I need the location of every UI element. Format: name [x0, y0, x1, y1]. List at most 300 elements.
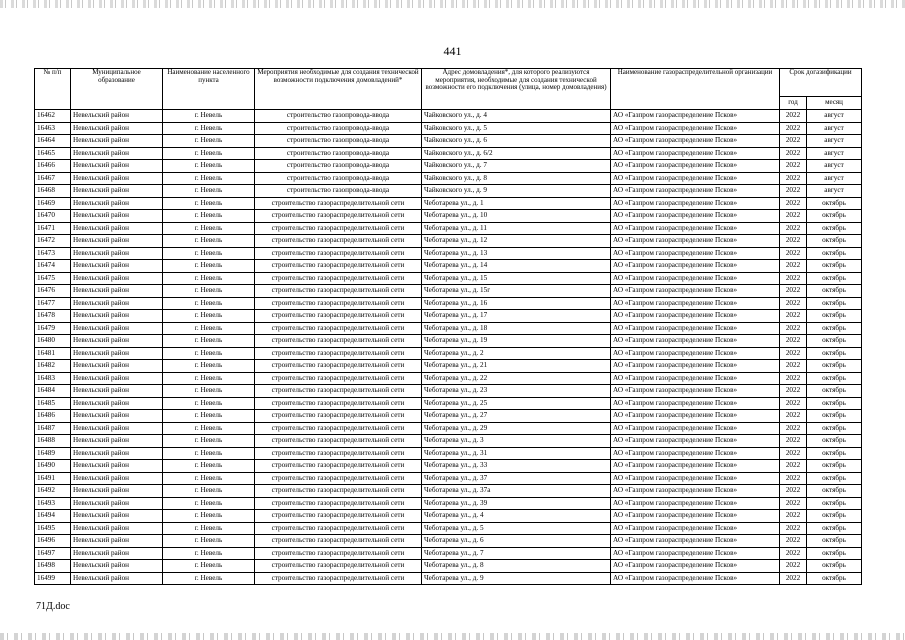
row-month: октябрь: [807, 472, 862, 485]
row-address: Чеботарева ул., д. 16: [422, 297, 611, 310]
row-address: Чеботарева ул., д. 33: [422, 460, 611, 473]
row-municipality: Невельский район: [71, 347, 163, 360]
row-address: Чеботарева ул., д. 19: [422, 335, 611, 348]
row-month: октябрь: [807, 260, 862, 273]
row-municipality: Невельский район: [71, 297, 163, 310]
row-measure: строительство газораспределительной сети: [255, 297, 422, 310]
table-row: [35, 547, 862, 560]
row-organization: АО «Газпром газораспределение Псков»: [611, 360, 780, 373]
header-measures: Мероприятия необходимые для создания технической возможности подключения домовладений*: [255, 69, 422, 110]
row-locality: г. Невель: [163, 535, 255, 548]
row-number: 16466: [35, 160, 71, 173]
row-number: 16471: [35, 222, 71, 235]
row-address: Чайковского ул., д. 4: [422, 110, 611, 123]
gasification-table: [34, 68, 862, 585]
row-measure: строительство газораспределительной сети: [255, 385, 422, 398]
row-organization: АО «Газпром газораспределение Псков»: [611, 547, 780, 560]
row-measure: строительство газопровода-ввода: [255, 147, 422, 160]
row-number: 16483: [35, 372, 71, 385]
row-organization: АО «Газпром газораспределение Псков»: [611, 560, 780, 573]
table-row: [35, 260, 862, 273]
row-municipality: Невельский район: [71, 222, 163, 235]
row-measure: строительство газораспределительной сети: [255, 485, 422, 498]
row-organization: АО «Газпром газораспределение Псков»: [611, 147, 780, 160]
table-row: [35, 285, 862, 298]
row-address: Чеботарева ул., д. 29: [422, 422, 611, 435]
row-locality: г. Невель: [163, 247, 255, 260]
row-year: 2022: [780, 347, 807, 360]
row-number: 16486: [35, 410, 71, 423]
row-address: Чеботарева ул., д. 3: [422, 435, 611, 448]
row-number: 16484: [35, 385, 71, 398]
row-year: 2022: [780, 185, 807, 198]
row-address: Чеботарева ул., д. 2: [422, 347, 611, 360]
row-year: 2022: [780, 485, 807, 498]
row-month: октябрь: [807, 247, 862, 260]
table-row: [35, 535, 862, 548]
row-year: 2022: [780, 497, 807, 510]
row-address: Чеботарева ул., д. 39: [422, 497, 611, 510]
row-number: 16479: [35, 322, 71, 335]
row-number: 16480: [35, 335, 71, 348]
row-municipality: Невельский район: [71, 572, 163, 585]
row-measure: строительство газораспределительной сети: [255, 547, 422, 560]
row-measure: строительство газораспределительной сети: [255, 572, 422, 585]
row-municipality: Невельский район: [71, 335, 163, 348]
row-month: октябрь: [807, 297, 862, 310]
table-row: [35, 135, 862, 148]
row-year: 2022: [780, 410, 807, 423]
row-locality: г. Невель: [163, 497, 255, 510]
row-address: Чеботарева ул., д. 25: [422, 397, 611, 410]
table-row: [35, 172, 862, 185]
row-locality: г. Невель: [163, 235, 255, 248]
row-month: октябрь: [807, 422, 862, 435]
row-number: 16494: [35, 510, 71, 523]
row-month: август: [807, 135, 862, 148]
row-organization: АО «Газпром газораспределение Псков»: [611, 210, 780, 223]
row-address: Чеботарева ул., д. 23: [422, 385, 611, 398]
header-locality: Наименование населенного пункта: [163, 69, 255, 110]
row-measure: строительство газопровода-ввода: [255, 135, 422, 148]
row-organization: АО «Газпром газораспределение Псков»: [611, 260, 780, 273]
row-measure: строительство газораспределительной сети: [255, 322, 422, 335]
row-municipality: Невельский район: [71, 110, 163, 123]
row-municipality: Невельский район: [71, 310, 163, 323]
header-municipality: Муниципальное образование: [71, 69, 163, 110]
header-num: № п/п: [35, 69, 71, 110]
row-year: 2022: [780, 560, 807, 573]
row-number: 16464: [35, 135, 71, 148]
row-municipality: Невельский район: [71, 272, 163, 285]
row-locality: г. Невель: [163, 410, 255, 423]
row-address: Чеботарева ул., д. 21: [422, 360, 611, 373]
row-number: 16469: [35, 197, 71, 210]
row-year: 2022: [780, 197, 807, 210]
row-municipality: Невельский район: [71, 285, 163, 298]
row-number: 16493: [35, 497, 71, 510]
row-measure: строительство газопровода-ввода: [255, 110, 422, 123]
row-year: 2022: [780, 447, 807, 460]
row-year: 2022: [780, 172, 807, 185]
row-month: октябрь: [807, 560, 862, 573]
row-measure: строительство газопровода-ввода: [255, 172, 422, 185]
row-organization: АО «Газпром газораспределение Псков»: [611, 222, 780, 235]
row-municipality: Невельский район: [71, 560, 163, 573]
row-month: октябрь: [807, 410, 862, 423]
table-row: [35, 122, 862, 135]
footer-filename: 71Д.doc: [36, 601, 70, 612]
row-address: Чеботарева ул., д. 15г: [422, 285, 611, 298]
row-number: 16467: [35, 172, 71, 185]
row-municipality: Невельский район: [71, 185, 163, 198]
row-measure: строительство газораспределительной сети: [255, 272, 422, 285]
row-organization: АО «Газпром газораспределение Псков»: [611, 247, 780, 260]
row-organization: АО «Газпром газораспределение Псков»: [611, 435, 780, 448]
row-organization: АО «Газпром газораспределение Псков»: [611, 160, 780, 173]
row-municipality: Невельский район: [71, 135, 163, 148]
row-number: 16495: [35, 522, 71, 535]
row-locality: г. Невель: [163, 547, 255, 560]
row-address: Чеботарева ул., д. 12: [422, 235, 611, 248]
row-municipality: Невельский район: [71, 460, 163, 473]
row-year: 2022: [780, 422, 807, 435]
row-year: 2022: [780, 272, 807, 285]
row-measure: строительство газораспределительной сети: [255, 497, 422, 510]
row-measure: строительство газораспределительной сети: [255, 360, 422, 373]
row-organization: АО «Газпром газораспределение Псков»: [611, 297, 780, 310]
row-address: Чеботарева ул., д. 9: [422, 572, 611, 585]
row-municipality: Невельский район: [71, 522, 163, 535]
row-year: 2022: [780, 322, 807, 335]
row-locality: г. Невель: [163, 347, 255, 360]
row-municipality: Невельский район: [71, 160, 163, 173]
row-locality: г. Невель: [163, 485, 255, 498]
row-organization: АО «Газпром газораспределение Псков»: [611, 522, 780, 535]
table-row: [35, 310, 862, 323]
row-measure: строительство газораспределительной сети: [255, 210, 422, 223]
table-row: [35, 560, 862, 573]
row-organization: АО «Газпром газораспределение Псков»: [611, 272, 780, 285]
row-month: октябрь: [807, 235, 862, 248]
row-year: 2022: [780, 110, 807, 123]
row-year: 2022: [780, 297, 807, 310]
row-locality: г. Невель: [163, 310, 255, 323]
row-address: Чеботарева ул., д. 22: [422, 372, 611, 385]
row-number: 16498: [35, 560, 71, 573]
row-measure: строительство газораспределительной сети: [255, 310, 422, 323]
row-locality: г. Невель: [163, 385, 255, 398]
row-organization: АО «Газпром газораспределение Псков»: [611, 385, 780, 398]
row-measure: строительство газораспределительной сети: [255, 372, 422, 385]
row-locality: г. Невель: [163, 272, 255, 285]
row-month: август: [807, 147, 862, 160]
table-row: [35, 422, 862, 435]
row-month: октябрь: [807, 460, 862, 473]
row-year: 2022: [780, 235, 807, 248]
table-row: [35, 322, 862, 335]
row-month: октябрь: [807, 285, 862, 298]
row-month: октябрь: [807, 210, 862, 223]
row-locality: г. Невель: [163, 285, 255, 298]
row-locality: г. Невель: [163, 472, 255, 485]
row-number: 16463: [35, 122, 71, 135]
table-row: [35, 485, 862, 498]
row-locality: г. Невель: [163, 572, 255, 585]
row-municipality: Невельский район: [71, 322, 163, 335]
row-locality: г. Невель: [163, 560, 255, 573]
row-number: 16487: [35, 422, 71, 435]
row-number: 16489: [35, 447, 71, 460]
row-month: октябрь: [807, 222, 862, 235]
row-address: Чеботарева ул., д. 37: [422, 472, 611, 485]
row-organization: АО «Газпром газораспределение Псков»: [611, 510, 780, 523]
row-month: август: [807, 172, 862, 185]
row-number: 16468: [35, 185, 71, 198]
row-year: 2022: [780, 122, 807, 135]
row-locality: г. Невель: [163, 185, 255, 198]
table-body: [35, 110, 862, 585]
table-row: [35, 522, 862, 535]
row-measure: строительство газораспределительной сети: [255, 247, 422, 260]
row-locality: г. Невель: [163, 122, 255, 135]
row-number: 16485: [35, 397, 71, 410]
row-number: 16481: [35, 347, 71, 360]
row-municipality: Невельский район: [71, 510, 163, 523]
row-number: 16482: [35, 360, 71, 373]
row-organization: АО «Газпром газораспределение Псков»: [611, 460, 780, 473]
row-month: октябрь: [807, 335, 862, 348]
row-locality: г. Невель: [163, 210, 255, 223]
table-row: [35, 447, 862, 460]
row-year: 2022: [780, 522, 807, 535]
row-municipality: Невельский район: [71, 122, 163, 135]
table-row: [35, 272, 862, 285]
row-month: октябрь: [807, 385, 862, 398]
table-row: [35, 372, 862, 385]
table-row: [35, 435, 862, 448]
row-municipality: Невельский район: [71, 172, 163, 185]
row-month: август: [807, 160, 862, 173]
row-address: Чеботарева ул., д. 18: [422, 322, 611, 335]
row-year: 2022: [780, 335, 807, 348]
row-year: 2022: [780, 147, 807, 160]
row-month: октябрь: [807, 547, 862, 560]
row-number: 16497: [35, 547, 71, 560]
row-year: 2022: [780, 160, 807, 173]
row-number: 16472: [35, 235, 71, 248]
row-address: Чеботарева ул., д. 14: [422, 260, 611, 273]
row-address: Чеботарева ул., д. 8: [422, 560, 611, 573]
header-month: месяц: [807, 97, 862, 110]
row-year: 2022: [780, 472, 807, 485]
row-locality: г. Невель: [163, 360, 255, 373]
row-month: октябрь: [807, 510, 862, 523]
row-locality: г. Невель: [163, 135, 255, 148]
row-organization: АО «Газпром газораспределение Псков»: [611, 235, 780, 248]
row-organization: АО «Газпром газораспределение Псков»: [611, 310, 780, 323]
row-organization: АО «Газпром газораспределение Псков»: [611, 485, 780, 498]
row-number: 16477: [35, 297, 71, 310]
table-row: [35, 297, 862, 310]
table-row: [35, 147, 862, 160]
row-address: Чеботарева ул., д. 17: [422, 310, 611, 323]
row-measure: строительство газораспределительной сети: [255, 197, 422, 210]
row-year: 2022: [780, 285, 807, 298]
row-number: 16488: [35, 435, 71, 448]
row-organization: АО «Газпром газораспределение Псков»: [611, 572, 780, 585]
row-number: 16478: [35, 310, 71, 323]
header-year: год: [780, 97, 807, 110]
row-month: октябрь: [807, 435, 862, 448]
table-row: [35, 335, 862, 348]
row-locality: г. Невель: [163, 510, 255, 523]
row-measure: строительство газораспределительной сети: [255, 397, 422, 410]
row-year: 2022: [780, 372, 807, 385]
table-row: [35, 110, 862, 123]
row-number: 16499: [35, 572, 71, 585]
row-month: август: [807, 110, 862, 123]
row-address: Чайковского ул., д. 8: [422, 172, 611, 185]
table-row: [35, 197, 862, 210]
row-locality: г. Невель: [163, 297, 255, 310]
row-number: 16465: [35, 147, 71, 160]
row-organization: АО «Газпром газораспределение Псков»: [611, 172, 780, 185]
row-organization: АО «Газпром газораспределение Псков»: [611, 122, 780, 135]
row-address: Чеботарева ул., д. 27: [422, 410, 611, 423]
row-municipality: Невельский район: [71, 210, 163, 223]
row-address: Чайковского ул., д. 6/2: [422, 147, 611, 160]
row-number: 16473: [35, 247, 71, 260]
scan-noise-top: [0, 0, 905, 8]
row-year: 2022: [780, 535, 807, 548]
row-organization: АО «Газпром газораспределение Псков»: [611, 410, 780, 423]
row-locality: г. Невель: [163, 372, 255, 385]
table-row: [35, 572, 862, 585]
row-municipality: Невельский район: [71, 247, 163, 260]
row-municipality: Невельский район: [71, 235, 163, 248]
row-address: Чайковского ул., д. 9: [422, 185, 611, 198]
row-measure: строительство газораспределительной сети: [255, 410, 422, 423]
row-month: август: [807, 185, 862, 198]
row-municipality: Невельский район: [71, 547, 163, 560]
row-address: Чеботарева ул., д. 37а: [422, 485, 611, 498]
row-year: 2022: [780, 435, 807, 448]
row-month: август: [807, 122, 862, 135]
row-measure: строительство газораспределительной сети: [255, 347, 422, 360]
row-month: октябрь: [807, 485, 862, 498]
table-row: [35, 460, 862, 473]
row-organization: АО «Газпром газораспределение Псков»: [611, 535, 780, 548]
row-year: 2022: [780, 397, 807, 410]
row-number: 16474: [35, 260, 71, 273]
row-locality: г. Невель: [163, 322, 255, 335]
table-row: [35, 497, 862, 510]
row-year: 2022: [780, 222, 807, 235]
row-address: Чайковского ул., д. 7: [422, 160, 611, 173]
row-measure: строительство газопровода-ввода: [255, 185, 422, 198]
row-municipality: Невельский район: [71, 485, 163, 498]
row-month: октябрь: [807, 310, 862, 323]
row-month: октябрь: [807, 322, 862, 335]
table-row: [35, 360, 862, 373]
row-municipality: Невельский район: [71, 385, 163, 398]
row-year: 2022: [780, 460, 807, 473]
row-number: 16492: [35, 485, 71, 498]
row-address: Чеботарева ул., д. 13: [422, 247, 611, 260]
row-month: октябрь: [807, 197, 862, 210]
row-number: 16462: [35, 110, 71, 123]
row-municipality: Невельский район: [71, 360, 163, 373]
row-organization: АО «Газпром газораспределение Псков»: [611, 472, 780, 485]
row-measure: строительство газораспределительной сети: [255, 510, 422, 523]
row-measure: строительство газораспределительной сети: [255, 285, 422, 298]
row-municipality: Невельский район: [71, 410, 163, 423]
row-measure: строительство газораспределительной сети: [255, 260, 422, 273]
table-row: [35, 247, 862, 260]
row-address: Чеботарева ул., д. 31: [422, 447, 611, 460]
row-month: октябрь: [807, 572, 862, 585]
row-month: октябрь: [807, 347, 862, 360]
row-address: Чеботарева ул., д. 7: [422, 547, 611, 560]
table-row: [35, 397, 862, 410]
row-month: октябрь: [807, 397, 862, 410]
table-row: [35, 235, 862, 248]
header-deadline: Срок догазификации: [780, 69, 862, 97]
row-address: Чайковского ул., д. 5: [422, 122, 611, 135]
row-municipality: Невельский район: [71, 472, 163, 485]
row-address: Чеботарева ул., д. 4: [422, 510, 611, 523]
row-measure: строительство газораспределительной сети: [255, 522, 422, 535]
row-year: 2022: [780, 385, 807, 398]
row-locality: г. Невель: [163, 335, 255, 348]
row-year: 2022: [780, 360, 807, 373]
row-organization: АО «Газпром газораспределение Псков»: [611, 110, 780, 123]
row-municipality: Невельский район: [71, 497, 163, 510]
page-number: 441: [443, 44, 462, 58]
row-locality: г. Невель: [163, 435, 255, 448]
table-row: [35, 472, 862, 485]
row-month: октябрь: [807, 372, 862, 385]
row-year: 2022: [780, 310, 807, 323]
row-organization: АО «Газпром газораспределение Псков»: [611, 285, 780, 298]
row-measure: строительство газораспределительной сети: [255, 222, 422, 235]
table-row: [35, 347, 862, 360]
row-year: 2022: [780, 260, 807, 273]
row-organization: АО «Газпром газораспределение Псков»: [611, 497, 780, 510]
row-organization: АО «Газпром газораспределение Псков»: [611, 135, 780, 148]
row-number: 16475: [35, 272, 71, 285]
row-measure: строительство газопровода-ввода: [255, 160, 422, 173]
row-municipality: Невельский район: [71, 435, 163, 448]
row-municipality: Невельский район: [71, 372, 163, 385]
row-year: 2022: [780, 210, 807, 223]
row-year: 2022: [780, 572, 807, 585]
row-locality: г. Невель: [163, 147, 255, 160]
row-locality: г. Невель: [163, 460, 255, 473]
row-year: 2022: [780, 547, 807, 560]
row-locality: г. Невель: [163, 197, 255, 210]
row-locality: г. Невель: [163, 397, 255, 410]
table-row: [35, 210, 862, 223]
row-month: октябрь: [807, 272, 862, 285]
row-measure: строительство газораспределительной сети: [255, 535, 422, 548]
row-number: 16491: [35, 472, 71, 485]
row-measure: строительство газораспределительной сети: [255, 472, 422, 485]
row-month: октябрь: [807, 535, 862, 548]
row-measure: строительство газораспределительной сети: [255, 335, 422, 348]
row-locality: г. Невель: [163, 447, 255, 460]
